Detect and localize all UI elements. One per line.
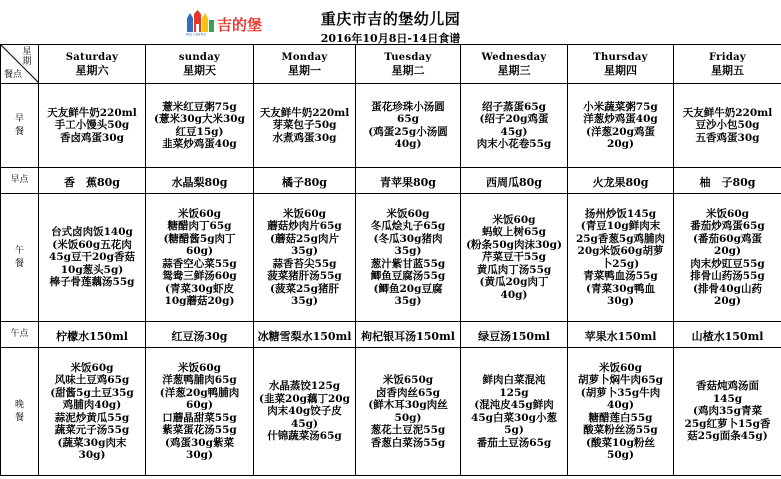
lunch-friday: 米饭60g 番茄炒鸡蛋65g (番茄60g鸡蛋 20g) 肉末炒豇豆55g 排骨山药汤55g (排骨40g山药 20g) xyxy=(674,194,781,322)
lunch-row xyxy=(1,194,781,322)
menu-table xyxy=(0,44,781,476)
breakfast-friday: 天友鲜牛奶220ml 豆沙小包50g 五香鸡蛋30g xyxy=(674,84,781,168)
dinner-wednesday: 鲜肉白菜混沌 125g (混沌皮45g鲜肉 45g白菜30g小葱 5g) 番茄土豆汤65g xyxy=(461,348,568,476)
lunch-monday: 米饭60g 蘑菇炒肉片65g (蘑菇25g肉片 35g) 蒜香苔尖55g 菠菜猪肝汤55g (菠菜25g猪肝 35g) xyxy=(254,194,356,322)
dinner-row xyxy=(1,348,781,476)
meal-label-breakfast: 早餐 xyxy=(1,84,39,168)
morning-snack-friday: 柚 子80g xyxy=(674,168,781,194)
svg-text:吉的堡: 吉的堡 xyxy=(217,16,263,34)
morning-snack-thursday: 火龙果80g xyxy=(568,168,674,194)
afternoon-snack-saturday: 柠檬水150ml xyxy=(39,322,146,348)
afternoon-snack-sunday: 红豆汤30g xyxy=(146,322,254,348)
page-title: 重庆市吉的堡幼儿园 xyxy=(320,10,461,28)
breakfast-wednesday: 绍子蒸蛋65g (绍子20g鸡蛋 45g) 肉末小花卷55g xyxy=(461,84,568,168)
afternoon-snack-friday: 山楂水150ml xyxy=(674,322,781,348)
day-header-wednesday: Wednesday 星期三 xyxy=(461,45,568,84)
morning-snack-saturday: 香 蕉80g xyxy=(39,168,146,194)
afternoon-snack-wednesday: 绿豆汤150ml xyxy=(461,322,568,348)
morning-snack-sunday: 水晶梨80g xyxy=(146,168,254,194)
corner-cell xyxy=(1,45,39,84)
meal-label-morning-snack: 早点 xyxy=(1,168,39,194)
morning-snack-tuesday: 青苹果80g xyxy=(356,168,461,194)
meal-label-afternoon-snack: 午点 xyxy=(1,322,39,348)
day-header-thursday: Thursday 星期四 xyxy=(568,45,674,84)
day-header-saturday: Saturday 星期六 xyxy=(39,45,146,84)
lunch-tuesday: 米饭60g 冬瓜烩丸子65g (冬瓜30g猪肉 35g) 葱汁紫甘蓝55g 鲫鱼豆腐汤55g (鲫鱼20g豆腐 35g) xyxy=(356,194,461,322)
corner-day-label: 星期 xyxy=(22,47,32,67)
dinner-monday: 水晶蒸饺125g (韭菜20g藕丁20g 肉末40g饺子皮 45g) 什锦蔬菜汤65g xyxy=(254,348,356,476)
dinner-sunday: 米饭60g 洋葱鸭脯肉65g (洋葱20g鸭脯肉 60g) 口蘑晶甜菜55g 紫菜蛋花汤55g (鸡蛋30g紫菜 30g) xyxy=(146,348,254,476)
dinner-friday: 香菇炖鸡汤面 145g (鸡肉35g青菜 25g红萝卜15g香 菇25g面条45g) xyxy=(674,348,781,476)
afternoon-snack-row xyxy=(1,322,781,348)
afternoon-snack-thursday: 苹果水150ml xyxy=(568,322,674,348)
day-header-tuesday: Tuesday 星期二 xyxy=(356,45,461,84)
meal-label-dinner: 晚餐 xyxy=(1,348,39,476)
meal-label-lunch: 午餐 xyxy=(1,194,39,322)
morning-snack-monday: 橘子80g xyxy=(254,168,356,194)
breakfast-tuesday: 蛋花珍珠小汤圆 65g (鸡蛋25g小汤圆 40g) xyxy=(356,84,461,168)
morning-snack-row xyxy=(1,168,781,194)
dinner-saturday: 米饭60g 风味土豆鸡65g (甜酱5g土豆35g 鸡脯肉40g) 蒜泥炒黄瓜55g 蔬菜元子汤55g (蔬菜30g肉末 30g) xyxy=(39,348,146,476)
lunch-sunday: 米饭60g 糖醋肉丁65g (糖醋酱5g肉丁 60g) 蒜香空心菜55g 鸳鸯三鲜汤60g (青菜30g虾皮 10g蘑菇20g) xyxy=(146,194,254,322)
lunch-saturday: 台式卤肉饭140g (米饭60g五花肉 45g豆干20g香菇 10g葱头5g) 棒子骨莲藕汤55g xyxy=(39,194,146,322)
day-header-sunday: sunday 星期天 xyxy=(146,45,254,84)
breakfast-thursday: 小米蔬菜粥75g 洋葱炒鸡蛋40g (洋葱20g鸡蛋 20g) xyxy=(568,84,674,168)
breakfast-saturday: 天友鲜牛奶220ml 手工小馒头50g 香卤鸡蛋30g xyxy=(39,84,146,168)
breakfast-sunday: 薏米红豆粥75g (薏米30g大米30g 红豆15g) 韭菜炒鸡蛋40g xyxy=(146,84,254,168)
dinner-tuesday: 米饭650g 卤香肉丝65g (鲜木耳30g肉丝 50g) 葱花土豆泥55g 香葱白菜汤55g xyxy=(356,348,461,476)
day-header-row xyxy=(1,45,781,84)
morning-snack-wednesday: 西周瓜80g xyxy=(461,168,568,194)
dinner-thursday: 米饭60g 胡萝卜焖牛肉65g (胡萝卜35g牛肉 40g) 糖醋莲白55g 酸菜粉丝汤55g (酸菜10g粉丝 50g) xyxy=(568,348,674,476)
afternoon-snack-tuesday: 枸杞银耳汤150ml xyxy=(356,322,461,348)
afternoon-snack-monday: 冰糖雪梨水150ml xyxy=(254,322,356,348)
day-header-monday: Monday 星期一 xyxy=(254,45,356,84)
header xyxy=(0,0,781,44)
day-header-friday: Friday 星期五 xyxy=(674,45,781,84)
page-subtitle: 2016年10月8日-14日食谱 xyxy=(320,32,461,45)
svg-text:KID CASTLE: KID CASTLE xyxy=(186,32,207,36)
lunch-wednesday: 米饭60g 蚂蚁上树65g (粉条50g肉沫30g) 芹菜豆干55g 黄瓜肉丁汤55g (黄瓜20g肉丁 40g) xyxy=(461,194,568,322)
corner-meal-label: 餐点 xyxy=(4,70,23,80)
breakfast-row xyxy=(1,84,781,168)
breakfast-monday: 天友鲜牛奶220ml 芽菜包子50g 水煮鸡蛋30g xyxy=(254,84,356,168)
lunch-thursday: 扬州炒饭145g (青豆10g鲜肉末 25g香葱5g鸡脯肉 20g米饭60g胡萝 卜25g) 青菜鸭血汤55g (青菜30g鸭血 30g) xyxy=(568,194,674,322)
